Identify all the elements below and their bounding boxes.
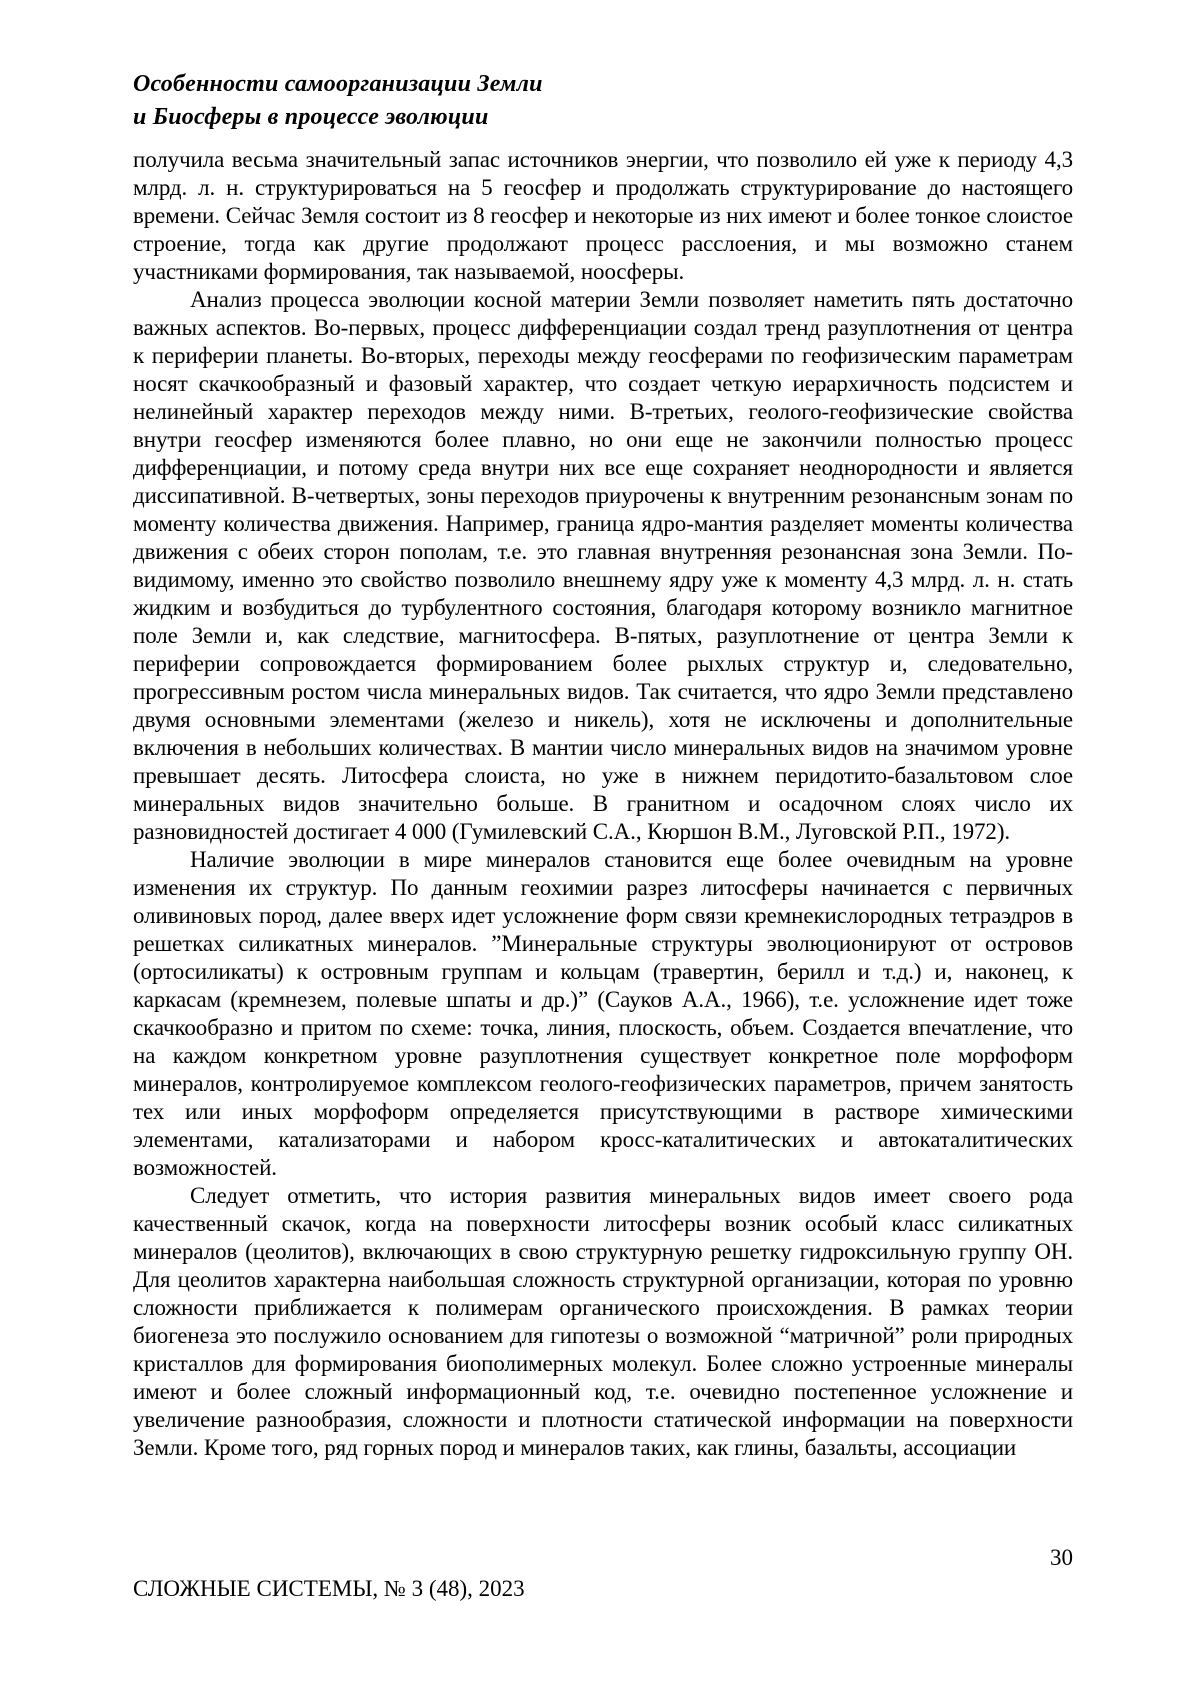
paragraph: получила весьма значительный запас источников энергии, что позволило ей уже к периоду 4,3 млрд. л. н. структурироваться на 5 геосфер и продолжать структурирование до настоящего времени. Сейчас Земля состоит из 8 геосфер и некоторые из них имеют и более тонкое слоистое строение, тогда как другие продолжают процесс расслоения, и мы возможно станем участниками формирования, так называемой, ноосферы. [133,147,1073,284]
paragraph: Следует отметить, что история развития минеральных видов имеет своего рода качественный скачок, когда на поверхности литосферы возник особый класс силикатных минералов (цеолитов), включающих в свою структурную решетку гидроксильную группу ОН. Для цеолитов характерна наибольшая сложность структурной организации, которая по уровню сложности приближается к полимерам органического происхождения. В рамках теории биогенеза это послужило основанием для гипотезы о возможной “матричной” роли природных кристаллов для формирования биополимерных молекул. Более сложно устроенные минералы имеют и более сложный информационный код, т.е. очевидно постепенное усложнение и увеличение разнообразия, сложности и плотности статической информации на поверхности Земли. Кроме того, ряд горных пород и минералов таких, как глины, базальты, ассоциации [133,1183,1073,1460]
paragraph: Анализ процесса эволюции косной материи Земли позволяет наметить пять достаточно важных аспектов. Во-первых, процесс дифференциации создал тренд разуплотнения от центра к периферии планеты. Во-вторых, переходы между геосферами по геофизическим параметрам носят скачкообразный и фазовый характер, что создает четкую иерархичность подсистем и нелинейный характер переходов между ними. В-третьих, геолого-геофизические свойства внутри геосфер изменяются более плавно, но они еще не закончили полностью процесс дифференциации, и потому среда внутри них все еще сохраняет неоднородности и является диссипативной. В-четвертых, зоны переходов приурочены к внутренним резонансным зонам по моменту количества движения. Например, граница ядро-мантия разделяет моменты количества движения с обеих сторон пополам, т.е. это главная внутренняя резонансная зона Земли. По-видимому, именно это свойство позволило внешнему ядру уже к моменту 4,3 млрд. л. н. стать жидким и возбудиться до турбулентного состояния, благодаря которому возникло магнитное поле Земли и, как следствие, магнитосфера. В-пятых, разуплотнение от центра Земли к периферии сопровождается формированием более рыхлых структур и, следовательно, прогрессивным ростом числа минеральных видов. Так считается, что ядро Земли представлено двумя основными элементами (железо и никель), хотя не исключены и дополнительные включения в небольших количествах. В мантии число минеральных видов на значимом уровне превышает десять. Литосфера слоиста, но уже в нижнем перидотито-базальтовом слое минеральных видов значительно больше. В гранитном и осадочном слоях число их разновидностей достигает 4 000 (Гумилевский С.А., Кюршон В.М., Луговской Р.П., 1972). [133,287,1073,844]
running-title-line-2: и Биосферы в процессе эволюции [133,104,489,130]
paragraph: Наличие эволюции в мире минералов становится еще более очевидным на уровне изменения их структур. По данным геохимии разрез литосферы начинается с первичных оливиновых пород, далее вверх идет усложнение форм связи кремнекислородных тетраэдров в решетках силикатных минералов. ”Минеральные структуры эволюционируют от островов (ортосиликаты) к островным группам и кольцам (травертин, берилл и т.д.) и, наконец, к каркасам (кремнезем, полевые шпаты и др.)” (Сауков А.А., 1966), т.е. усложнение идет тоже скачкообразно и притом по схеме: точка, линия, плоскость, объем. Создается впечатление, что на каждом конкретном уровне разуплотнения существует конкретное поле морфоформ минералов, контролируемое комплексом геолого-геофизических параметров, причем занятость тех или иных морфоформ определяется присутствующими в растворе химическими элементами, катализаторами и набором кросс-каталитических и автокаталитических возможностей. [133,847,1073,1180]
journal-footer: СЛОЖНЫЕ СИСТЕМЫ, № 3 (48), 2023 [133,1576,525,1601]
page-content [133,68,1073,1462]
running-title-line-1: Особенности самоорганизации Земли [133,71,543,97]
page-number: 30 [1050,1545,1073,1570]
article-body [133,146,1073,1462]
article-running-title [133,68,1073,134]
